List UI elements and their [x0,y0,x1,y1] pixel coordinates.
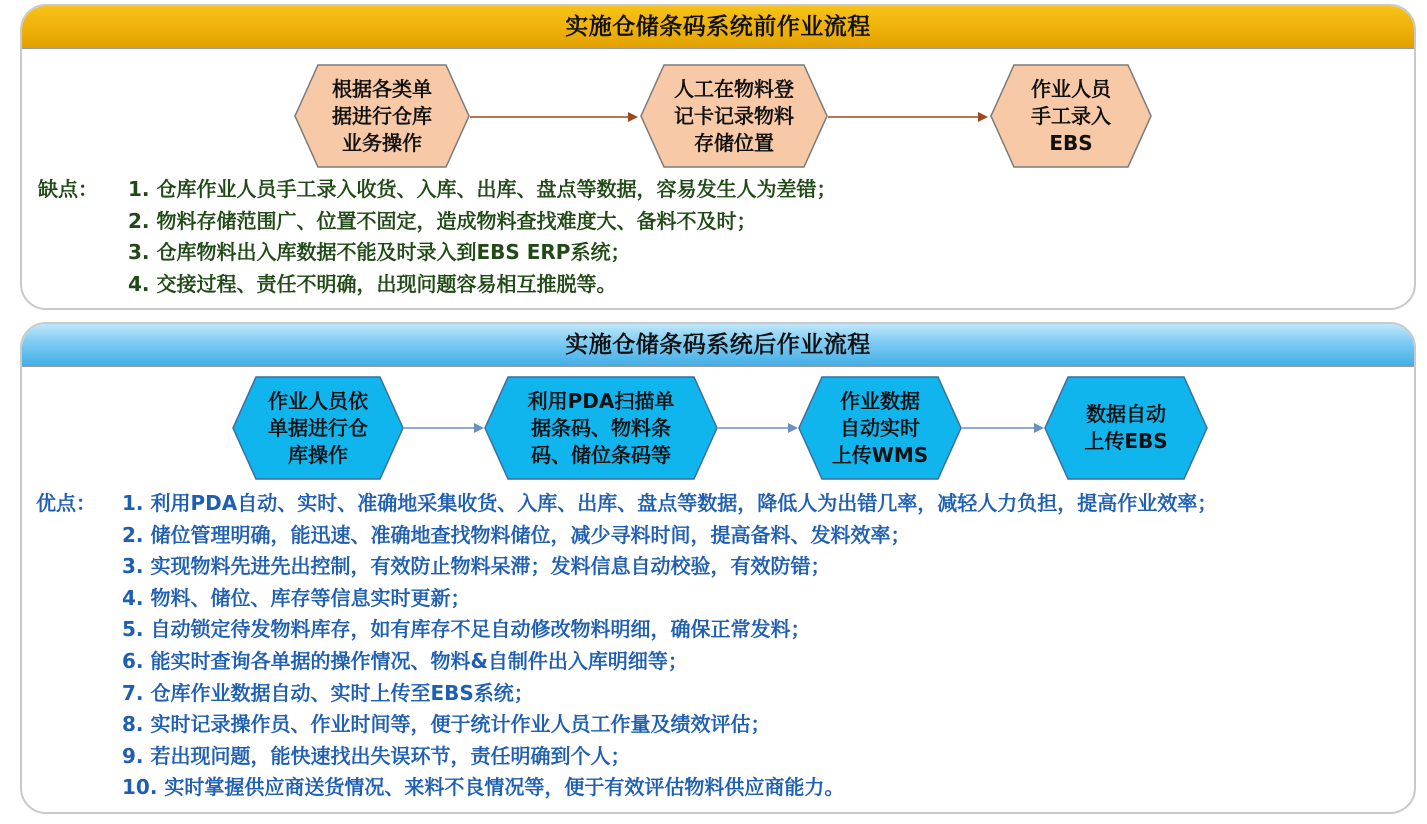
before-step-1 [294,64,470,168]
disadvantage-item [38,269,836,301]
after-step-4-label: 数据自动 上传EBS [1084,402,1168,453]
advantage-item [36,583,1217,615]
disadvantages-label: 缺点： [38,177,98,201]
advantage-item [36,709,1217,741]
before-arrow-2 [828,110,990,124]
advantage-text: 2. 储位管理明确，能迅速、准确地查找物料储位，减少寻料时间，提高备料、发料效率； [122,522,911,547]
advantage-text: 9. 若出现问题，能快速找出失误环节，责任明确到个人； [122,743,631,768]
after-arrow-2 [718,421,800,435]
disadvantage-item [38,206,836,238]
after-step-2 [484,376,718,480]
advantage-text: 6. 能实时查询各单据的操作情况、物料&自制件出入库明细等； [122,648,688,673]
advantage-text: 3. 实现物料先进先出控制，有效防止物料呆滞；发料信息自动校验，有效防错； [122,554,831,579]
after-step-3-label: 作业数据 自动实时 上传WMS [831,388,929,467]
after-process-panel [20,322,1416,814]
advantage-text: 10. 实时掌握供应商送货情况、来料不良情况等，便于有效评估物料供应商能力。 [122,775,845,800]
before-panel-title: 实施仓储条码系统前作业流程 [22,6,1414,49]
disadvantage-text: 3. 仓库物料出入库数据不能及时录入到EBS ERP系统； [128,240,631,264]
advantage-item [36,646,1217,678]
disadvantage-text: 1. 仓库作业人员手工录入收货、入库、出库、盘点等数据，容易发生人为差错； [128,177,837,201]
after-step-1-label: 作业人员依 单据进行仓 库操作 [268,388,368,467]
advantage-item [36,678,1217,710]
advantage-text: 7. 仓库作业数据自动、实时上传至EBS系统； [122,680,534,705]
advantage-text: 1. 利用PDA自动、实时、准确地采集收货、入库、出库、盘点等数据，降低人为出错几率，减轻人力负担，提高作业效率； [122,491,1218,515]
disadvantage-text: 4. 交接过程、责任不明确，出现问题容易相互推脱等。 [128,271,617,296]
before-step-1-label: 根据各类单 据进行仓库 业务操作 [332,76,432,155]
advantage-text: 8. 实时记录操作员、作业时间等，便于统计作业人员工作量及绩效评估； [122,712,771,737]
advantage-item [36,614,1217,646]
before-process-panel [20,4,1416,310]
before-step-2-label: 人工在物料登 记卡记录物料 存储位置 [674,76,794,155]
disadvantage-text: 2. 物料存储范围广、位置不固定，造成物料查找难度大、备料不及时； [128,208,757,233]
before-step-2 [640,64,828,168]
before-arrow-1 [470,110,640,124]
after-panel-title: 实施仓储条码系统后作业流程 [22,324,1414,367]
after-step-3 [798,376,962,480]
advantage-item [36,741,1217,773]
advantage-text: 5. 自动锁定待发物料库存，如有库存不足自动修改物料明细，确保正常发料； [122,617,811,642]
after-step-4 [1044,376,1208,480]
advantages-label: 优点： [36,491,96,515]
advantage-item [36,772,1217,804]
after-arrow-1 [404,421,486,435]
advantage-text: 4. 物料、储位、库存等信息实时更新； [122,585,471,610]
before-step-3 [990,64,1152,168]
after-step-2-label: 利用PDA扫描单 据条码、物料条 码、储位条码等 [527,388,675,467]
disadvantage-item [38,237,836,269]
advantage-item [36,488,1217,520]
advantage-item [36,551,1217,583]
after-step-1 [232,376,404,480]
before-step-3-label: 作业人员 手工录入 EBS [1031,76,1111,155]
disadvantage-item [38,174,836,206]
advantage-item [36,520,1217,552]
after-arrow-3 [962,421,1046,435]
